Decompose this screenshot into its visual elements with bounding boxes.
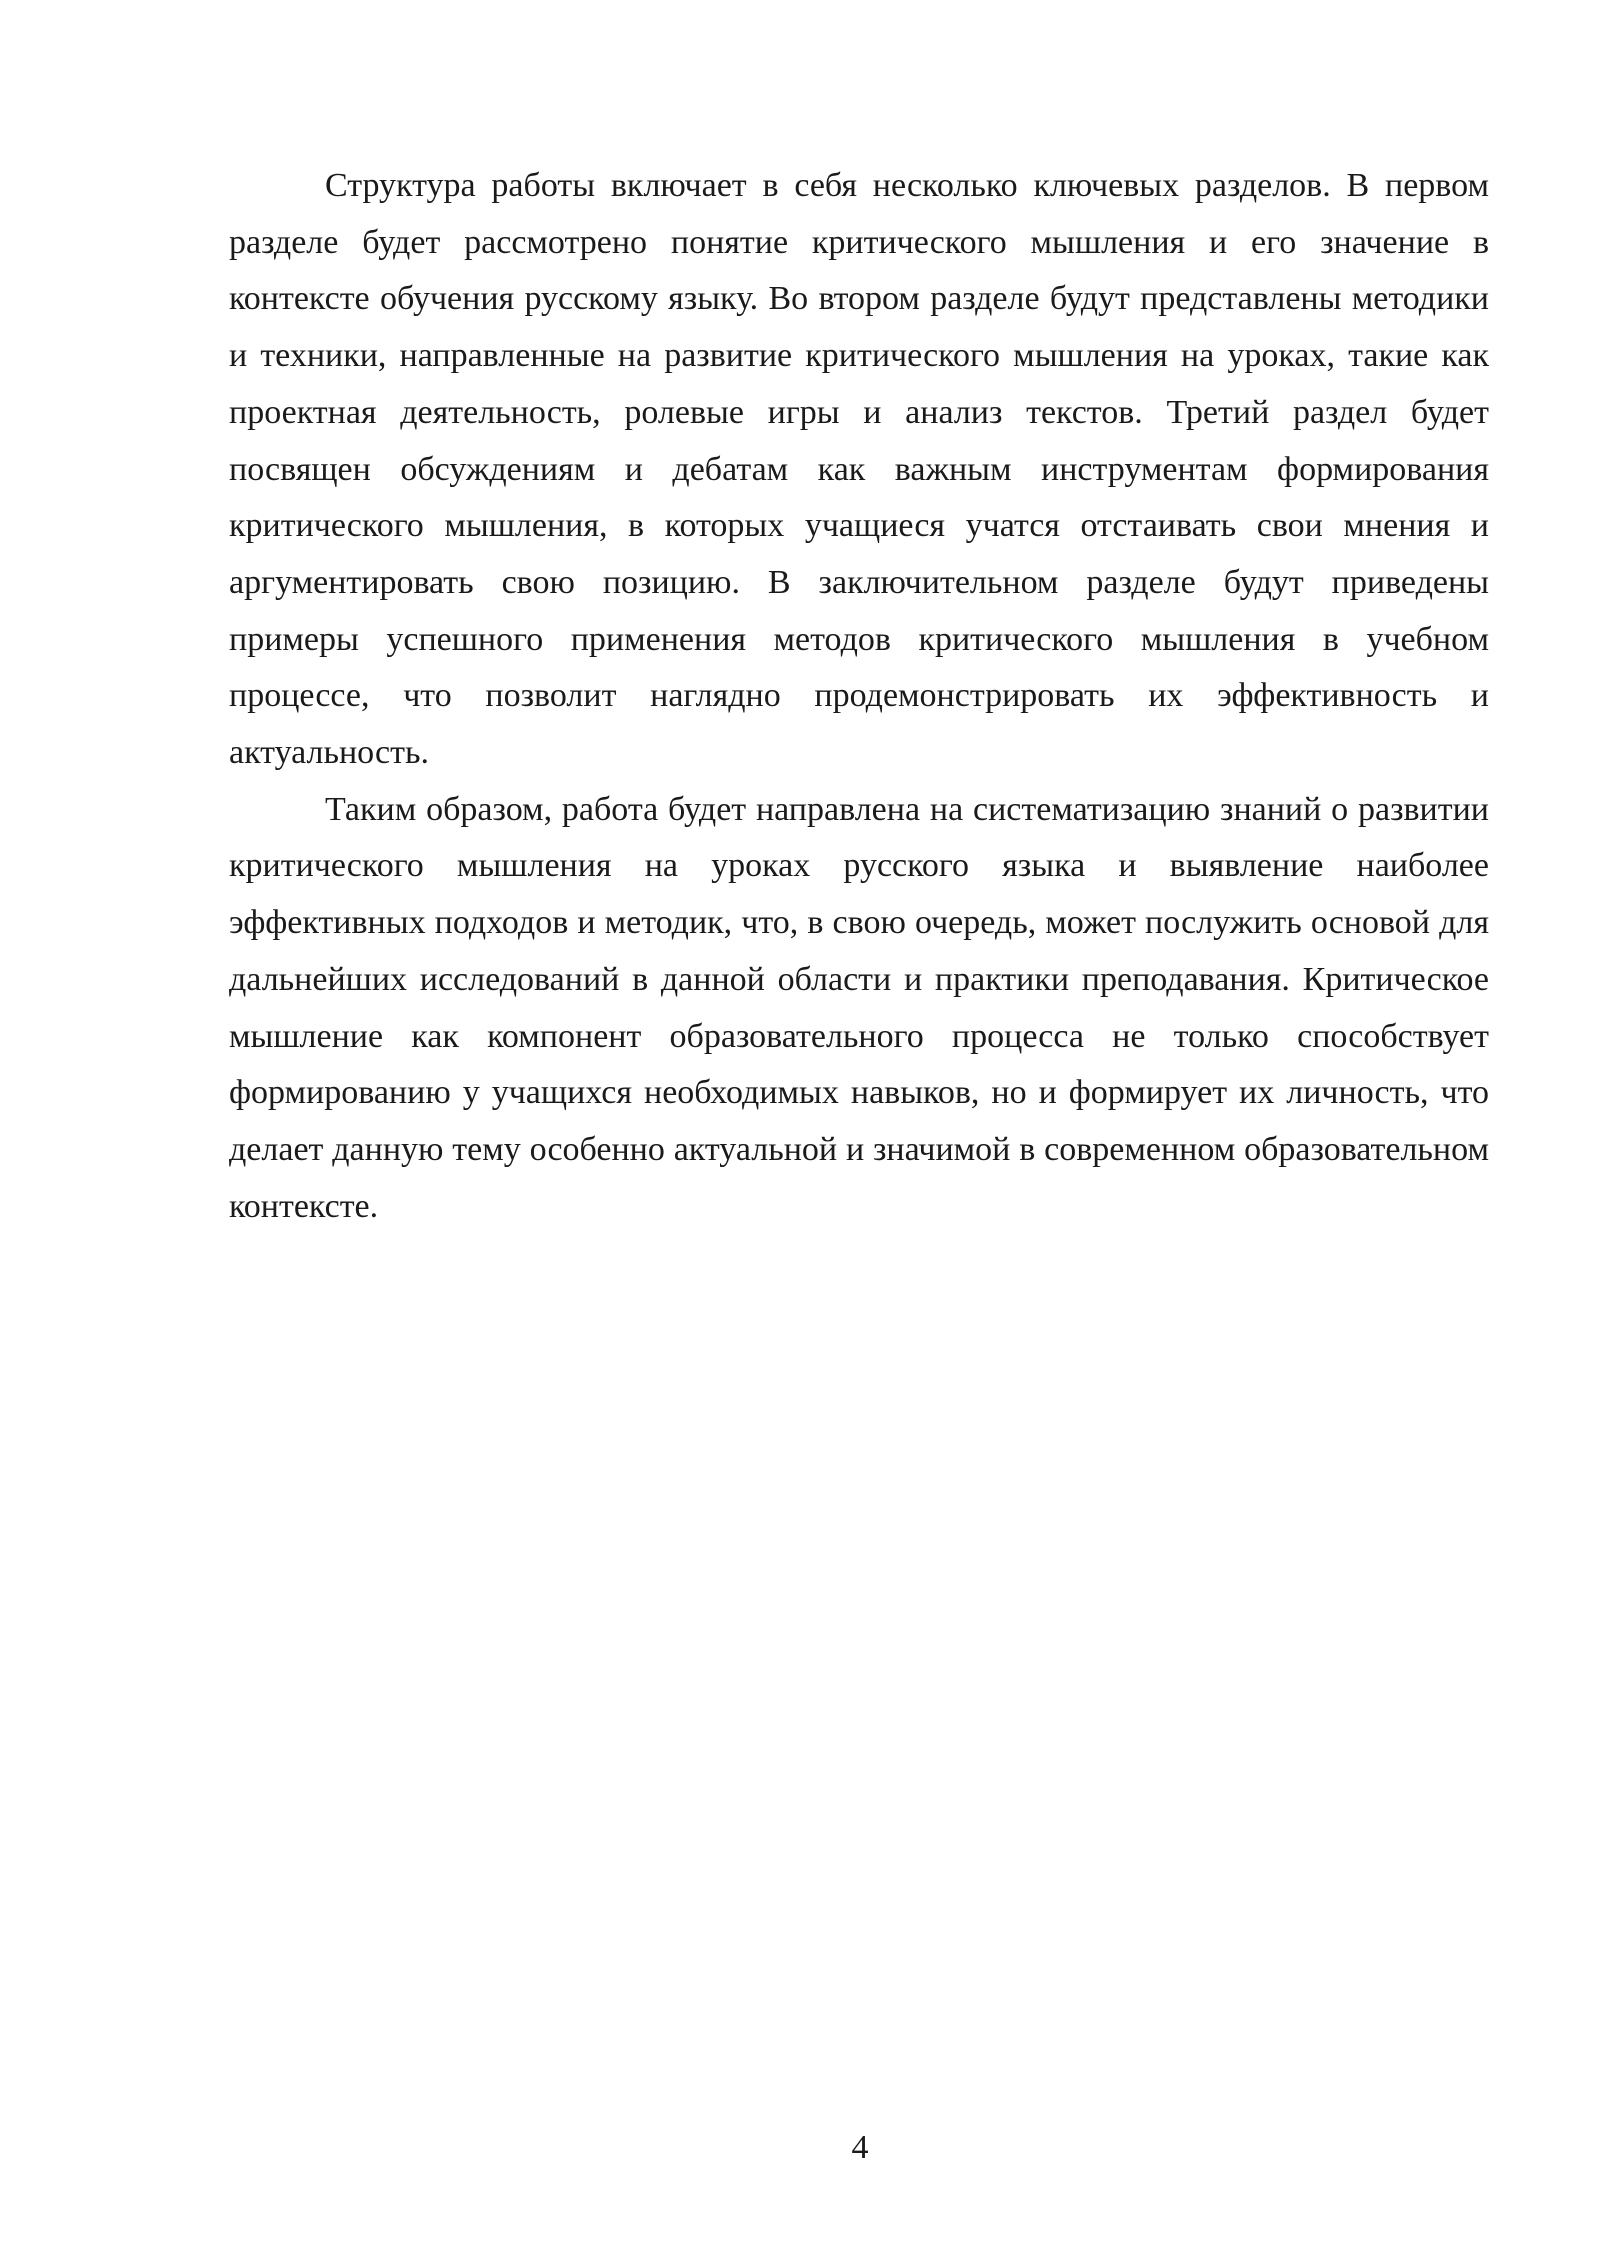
paragraph-conclusion: Таким образом, работа будет направлена на систематизацию знаний о развитии критического мышления на уроках русского языка и выявление наиболее эффективных подходов и методик, что, в свою очередь, может послужить основой для дальнейших исследований в данной области и практики преподавания. Критическое мышление как компонент образовательного процесса не только способствует формированию у учащихся необходимых навыков, но и формирует их личность, что делает данную тему особенно актуальной и значимой в современном образовательном контексте. [229, 790, 1489, 1225]
page-number: 4 [851, 2129, 869, 2166]
body-text [229, 158, 1489, 1235]
paragraph-structure: Структура работы включает в себя несколько ключевых разделов. В первом разделе будет рассмотрено понятие критического мышления и его значение в контексте обучения русскому языку. Во втором разделе будут представлены методики и техники, направленные на развитие критического мышления на уроках, такие как проектная деятельность, ролевые игры и анализ текстов. Третий раздел будет посвящен обсуждениям и дебатам как важным инструментам формирования критического мышления, в которых учащиеся учатся отстаивать свои мнения и аргументировать свою позицию. В заключительном разделе будут приведены примеры успешного применения методов критического мышления в учебном процессе, что позволит наглядно продемонстрировать их эффективность и актуальность. [229, 167, 1489, 772]
